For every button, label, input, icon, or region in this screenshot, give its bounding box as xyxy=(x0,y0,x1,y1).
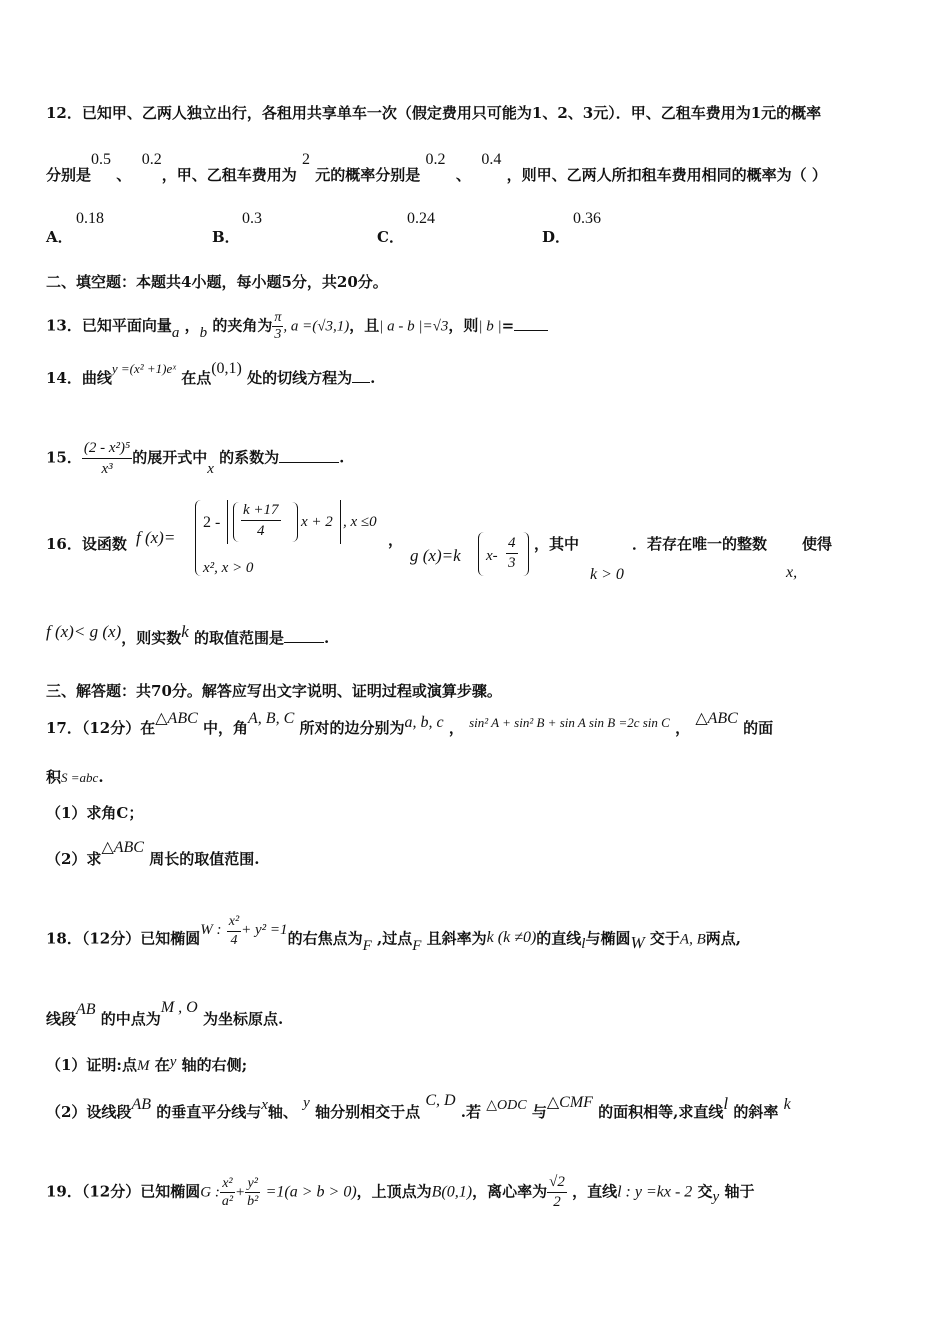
triangle: △ABC xyxy=(695,710,738,727)
sides: a, b, c xyxy=(404,714,444,731)
q18-part1 xyxy=(46,1055,247,1076)
text: 13．已知平面向量 xyxy=(46,316,172,335)
text: 在 xyxy=(154,1056,170,1074)
text: 的中点为 xyxy=(100,1010,161,1028)
text: 交于 xyxy=(649,929,680,948)
q18-part2 xyxy=(46,1092,791,1124)
case-text: x + 2 xyxy=(301,514,333,530)
text: 使得 xyxy=(802,535,833,553)
text: 为坐标原点. xyxy=(202,1010,284,1028)
denominator: x³ xyxy=(101,461,113,477)
text: 在点 xyxy=(181,369,212,387)
text: 的展开式中 xyxy=(132,448,208,467)
text: = xyxy=(501,316,515,335)
text: 18．（12分）已知椭圆 xyxy=(46,929,201,948)
axis: y xyxy=(712,1188,720,1205)
q19 xyxy=(46,1173,754,1212)
text: . xyxy=(324,629,330,647)
fraction-y xyxy=(245,1175,260,1210)
ellipse-name: W xyxy=(630,932,645,952)
text: 的斜率 xyxy=(733,1103,779,1121)
answer-blank xyxy=(279,448,339,463)
denominator: a² xyxy=(221,1194,234,1209)
focus: F xyxy=(362,937,372,954)
text: 、 xyxy=(455,166,471,184)
option-d-label: D． xyxy=(542,228,571,246)
numerator: 4 xyxy=(506,534,518,554)
ellipse-fraction xyxy=(227,913,241,950)
q17-part1: （1）求角C； xyxy=(46,804,144,822)
option-d-value: 0.36 xyxy=(573,210,601,227)
q18-line1 xyxy=(46,914,741,958)
vector-b: b xyxy=(199,324,208,341)
text: 周长的取值范围. xyxy=(149,850,260,868)
text: ，且 xyxy=(349,316,380,335)
paren-right xyxy=(522,532,529,576)
line-l: l xyxy=(723,1094,729,1113)
q12-line1 xyxy=(46,103,821,123)
text: 轴于 xyxy=(724,1182,755,1201)
text: ，甲、乙租车费用为 xyxy=(161,166,297,184)
points: C, D xyxy=(425,1092,456,1109)
axis: y xyxy=(169,1054,177,1070)
triangle: △CMF xyxy=(546,1094,593,1111)
text: ，则甲、乙两人所扣租车费用相同的概率为（ ） xyxy=(506,166,827,184)
answer-blank xyxy=(352,368,370,383)
option-b-value: 0.3 xyxy=(242,210,262,227)
point: (0,1) xyxy=(211,360,242,377)
axis: y xyxy=(303,1095,310,1111)
angle-fraction xyxy=(272,310,283,343)
text: ,过点 xyxy=(376,929,413,948)
vector-formula: , a =(√3,1) xyxy=(283,318,350,335)
text: 14．曲线 xyxy=(46,369,112,387)
segment: AB xyxy=(131,1096,151,1113)
text: （2）求 xyxy=(46,850,102,868)
text: ，则 xyxy=(448,316,479,335)
text: 轴分别相交于点 xyxy=(315,1103,421,1121)
option-c-value: 0.24 xyxy=(407,210,435,227)
ellipse-name: G : xyxy=(200,1184,220,1201)
text: 的取值范围是 xyxy=(193,629,284,647)
g-text: x- xyxy=(486,548,498,564)
denominator: b² xyxy=(247,1194,259,1209)
piecewise-case-2: x², x > 0 xyxy=(203,560,254,576)
triangle: △ABC xyxy=(155,710,198,727)
k-condition: k > 0 xyxy=(590,566,624,583)
text: .若 xyxy=(460,1103,482,1121)
points: M , O xyxy=(160,999,198,1016)
ellipse-equation: =1(a > b > 0) xyxy=(265,1183,357,1201)
text: 的直线 xyxy=(536,929,582,948)
prob-value: 0.5 xyxy=(91,151,112,168)
text: 所对的边分别为 xyxy=(299,719,405,737)
area-formula: S =abc xyxy=(61,770,99,785)
option-b-label: B． xyxy=(212,228,240,246)
text: ，上顶点为 xyxy=(356,1182,432,1201)
text: （1）证明:点 xyxy=(46,1056,137,1074)
case-condition: , x ≤0 xyxy=(343,514,377,530)
case-text: 2 - xyxy=(203,514,221,531)
expansion-fraction xyxy=(82,438,132,479)
q16-label xyxy=(46,534,127,554)
text: ，其中 xyxy=(534,535,580,553)
numerator: x² xyxy=(227,913,241,932)
case-fraction xyxy=(241,500,281,541)
triangle: △ODC xyxy=(486,1098,527,1113)
denominator: 2 xyxy=(553,1194,561,1210)
equation: sin² A + sin² B + sin A sin B =2c sin C xyxy=(469,715,670,730)
denominator: 3 xyxy=(508,555,516,571)
text: ．若存在唯一的整数 xyxy=(632,535,768,553)
points: A, B xyxy=(679,931,706,948)
text: . xyxy=(370,369,376,387)
text: 与 xyxy=(531,1103,547,1121)
text: （2）设线段 xyxy=(46,1103,132,1121)
answer-blank xyxy=(514,316,548,331)
line-equation: l : y =kx - 2 xyxy=(617,1183,693,1201)
function-g: g (x)=k xyxy=(410,546,461,565)
q18-line2 xyxy=(46,999,284,1030)
target-formula: | b | xyxy=(478,318,502,335)
fraction-x xyxy=(220,1175,235,1210)
prob-value: 0.2 xyxy=(425,151,446,168)
section-heading: 三、解答题：共70分。解答应写出文字说明、证明过程或演算步骤。 xyxy=(46,682,502,700)
condition-formula: | a - b |=√3 xyxy=(379,318,449,335)
ellipse-name: W : xyxy=(200,921,222,938)
q13 xyxy=(46,310,548,343)
prob-value: 0.2 xyxy=(141,151,162,168)
text: 19．（12分）已知椭圆 xyxy=(46,1182,201,1201)
option-a-label: A． xyxy=(46,228,73,246)
point: M xyxy=(136,1058,150,1074)
text: . xyxy=(339,448,345,467)
inequality: f (x)< g (x) xyxy=(46,622,122,641)
q17-line1 xyxy=(46,710,774,739)
triangle: △ABC xyxy=(101,839,144,856)
numerator: k +17 xyxy=(241,500,281,521)
vertex: B(0,1) xyxy=(431,1183,473,1201)
slope: k xyxy=(783,1096,791,1113)
eccentricity-fraction xyxy=(547,1173,567,1212)
text: 15． xyxy=(46,448,82,467)
denominator: 4 xyxy=(230,933,238,948)
text: ，直线 xyxy=(572,1182,618,1201)
text: 线段 xyxy=(46,1010,77,1028)
text: 分别是 xyxy=(46,166,92,184)
text: . xyxy=(98,768,104,786)
text: 中，角 xyxy=(203,719,249,737)
focus: F xyxy=(412,937,422,954)
paren-right xyxy=(291,502,298,542)
numerator: (2 - x²)⁵ xyxy=(82,438,132,459)
q17-line2 xyxy=(46,767,104,788)
option-a-value: 0.18 xyxy=(76,210,104,227)
text: 积 xyxy=(46,768,62,786)
text: 的面积相等,求直线 xyxy=(598,1103,724,1121)
function-f: f (x)= xyxy=(136,528,176,547)
text: ，离心率为 xyxy=(472,1182,548,1201)
answer-blank xyxy=(284,628,324,643)
q15 xyxy=(46,438,344,479)
text: 的夹角为 xyxy=(212,316,273,335)
variable: x xyxy=(207,460,214,477)
angles: A, B, C xyxy=(248,710,295,727)
text: ， xyxy=(448,719,464,737)
text: 的垂直平分线与 xyxy=(156,1103,262,1121)
q12-text: 12．已知甲、乙两人独立出行，各租用共享单车一次（假定费用只可能为1、2、3元）．甲、乙租车费用为1元的概率 xyxy=(46,104,822,122)
slope-condition: k (k ≠0) xyxy=(486,928,537,946)
q14 xyxy=(46,360,376,389)
text: 轴的右侧; xyxy=(181,1056,248,1074)
text: ， xyxy=(675,719,691,737)
text: 17．（12分）在 xyxy=(46,719,156,737)
prob-value: 0.4 xyxy=(481,151,502,168)
abs-bar-left xyxy=(227,500,230,544)
vector-a: a xyxy=(171,324,180,341)
option-c-label: C． xyxy=(377,228,404,246)
numerator: x² xyxy=(220,1175,235,1193)
denominator: 3 xyxy=(274,327,282,342)
segment: AB xyxy=(76,1001,96,1018)
text: 16．设函数 xyxy=(46,535,127,553)
line-l: l xyxy=(581,935,586,952)
paren-left xyxy=(233,502,240,542)
q16-line2 xyxy=(46,622,330,648)
curve-formula: y =(x² +1)eˣ xyxy=(111,361,176,376)
text: ， xyxy=(184,316,200,335)
variable-k: k xyxy=(181,622,189,641)
text: 的右焦点为 xyxy=(287,929,363,948)
g-fraction xyxy=(506,534,518,573)
numerator: √2 xyxy=(547,1173,567,1193)
q12-line2 xyxy=(46,151,827,186)
number: 2 xyxy=(301,151,310,168)
text: 元的概率分别是 xyxy=(315,166,421,184)
ellipse-equation: + y² =1 xyxy=(241,921,288,938)
q17-part2 xyxy=(46,839,260,870)
text: 的面 xyxy=(743,719,774,737)
denominator: 4 xyxy=(257,523,265,539)
text: 的系数为 xyxy=(219,448,280,467)
axis: x xyxy=(261,1097,268,1113)
paren-left xyxy=(478,532,485,576)
text: 与椭圆 xyxy=(585,929,631,948)
operator: + xyxy=(235,1184,246,1201)
integer-x: x, xyxy=(786,564,798,581)
numerator: π xyxy=(274,310,282,325)
text: 且斜率为 xyxy=(426,929,487,948)
text: 轴、 xyxy=(267,1103,298,1121)
numerator: y² xyxy=(245,1175,260,1193)
text: 、 xyxy=(116,166,132,184)
text: ，则实数 xyxy=(121,629,182,647)
section-heading: 二、填空题：本题共4小题，每小题5分，共20分。 xyxy=(46,273,388,291)
text: 交 xyxy=(697,1182,713,1201)
text: 处的切线方程为 xyxy=(247,369,353,387)
text: ， xyxy=(388,531,404,549)
text: 两点, xyxy=(705,929,741,948)
